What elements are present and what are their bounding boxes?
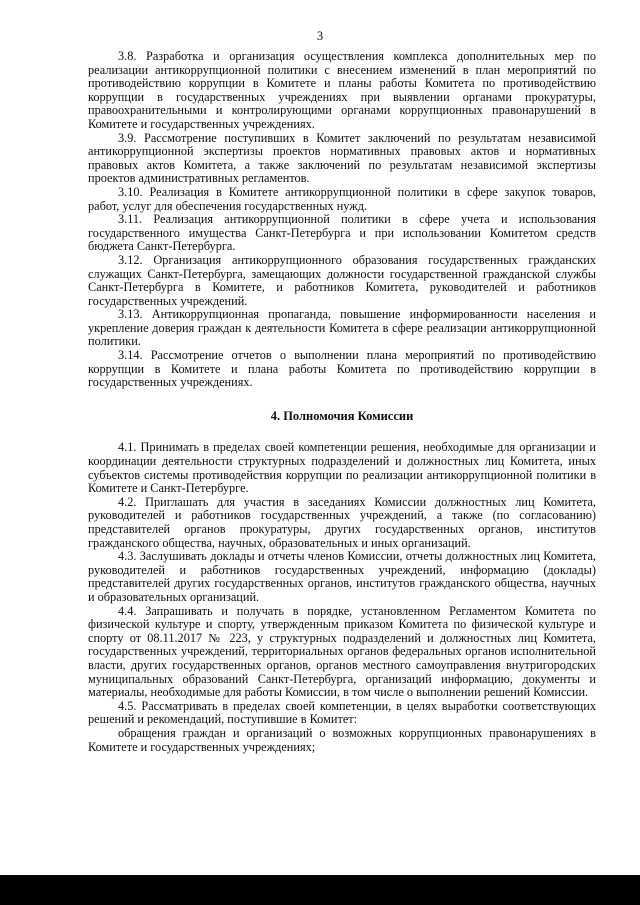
paragraph-3-9: 3.9. Рассмотрение поступивших в Комитет заключений по результатам независимой антикоррупционной экспертизы проектов нормативных правовых актов и нормативных правовых актов Комитета, а также заключений по результатам независимой экспертизы проектов административных регламентов.: [88, 130, 596, 186]
paragraph-4-1: 4.1. Принимать в пределах своей компетенции решения, необходимые для организации и координации деятельности структурных подразделений и должностных лиц Комитета, иных субъектов системы противодействия коррупции по реализации антикоррупционной политики в Комитете и Санкт-Петербурге.: [88, 440, 596, 496]
paragraph-4-3: 4.3. Заслушивать доклады и отчеты членов Комиссии, отчеты должностных лиц Комитета, руководителей и работников государственных учреждений, информацию (доклады) представителей других государственных органов, институтов гражданского общества, научных и образовательных организаций.: [88, 549, 596, 604]
document-body: [88, 50, 596, 754]
paragraph-4-5: 4.5. Рассматривать в пределах своей компетенции, в целях выработки соответствующих решений и рекомендаций, поступившие в Комитет:: [88, 698, 596, 727]
paragraph-3-13: 3.13. Антикоррупционная пропаганда, повышение информированности населения и укрепление доверия граждан к деятельности Комитета в сфере реализации антикоррупционной политики.: [88, 307, 596, 349]
paragraph-4-4: 4.4. Запрашивать и получать в порядке, установленном Регламентом Комитета по физической культуре и спорту, утвержденным приказом Комитета по физической культуре и спорту от 08.11.2017 № 223, у структурных подразделений и должностных лиц Комитета, государственных учреждений, территориальных органов федеральных органов исполнительной власти, других государственных органов, органов местного самоуправления внутригородских муниципальных образований Санкт-Петербурга, организаций информацию, документы и материалы, необходимые для работы Комиссии, в том числе о выполнении решений Комиссии.: [88, 603, 596, 700]
page-number: 3: [316, 29, 324, 43]
paragraph-3-10: 3.10. Реализация в Комитете антикоррупционной политики в сфере закупок товаров, работ, услуг для обеспечения государственных нужд.: [88, 184, 596, 213]
paragraph-3-8: 3.8. Разработка и организация осуществления комплекса дополнительных мер по реализации антикоррупционной политики с внесением изменений в план мероприятий по противодействию коррупции в Комитете и планы работы Комитета по противодействию коррупции в государственных учреждениях при выявлении органами прокуратуры, правоохранительными и контролирующими органами коррупционных правонарушений в Комитете и государственных учреждениях.: [88, 49, 596, 131]
scan-border: [0, 875, 640, 905]
paragraph-4-2: 4.2. Приглашать для участия в заседаниях Комиссии должностных лиц Комитета, руководителей и работников государственных учреждений, а также (по согласованию) представителей органов прокуратуры, других государственных органов, институтов гражданского общества, научных, образовательных и иных организаций.: [88, 494, 596, 550]
paragraph-3-11: 3.11. Реализация антикоррупционной политики в сфере учета и использования государственного имущества Санкт-Петербурга и при использовании Комитетом средств бюджета Санкт-Петербурга.: [88, 212, 596, 254]
paragraph-3-14: 3.14. Рассмотрение отчетов о выполнении плана мероприятий по противодействию коррупции в Комитете и плана работы Комитета по противодействию коррупции в государственных учреждениях.: [88, 348, 596, 390]
paragraph-3-12: 3.12. Организация антикоррупционного образования государственных гражданских служащих Санкт-Петербурга, замещающих должности государственной гражданской службы Санкт-Петербурга в Комитете, и работников Комитета, руководителей и работников государственных учреждений.: [88, 252, 596, 308]
paragraph-4-5-item: обращения граждан и организаций о возможных коррупционных правонарушениях в Комитете и государственных учреждениях;: [88, 725, 596, 754]
section-heading: 4. Полномочия Комиссии: [270, 408, 414, 423]
